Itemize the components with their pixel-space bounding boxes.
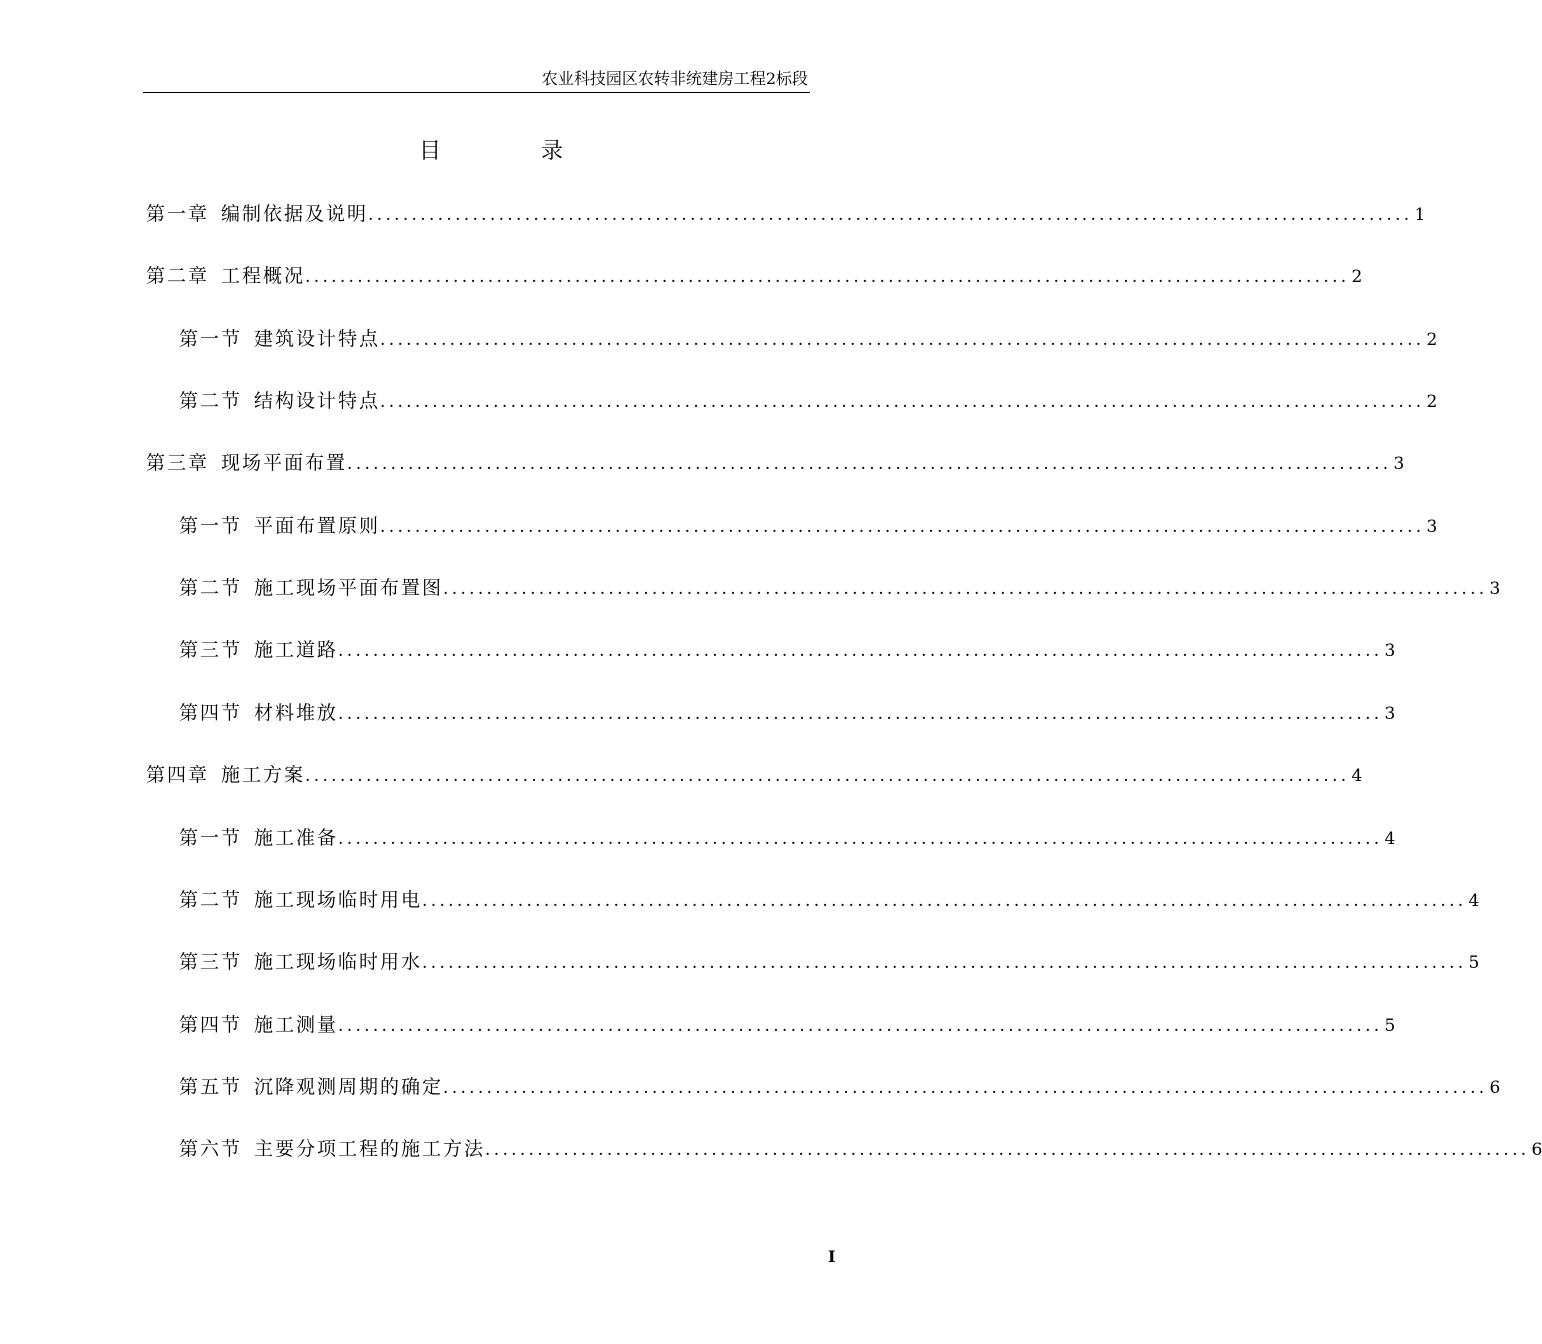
toc-entry-title: 施工现场临时用水 xyxy=(254,951,423,973)
toc-entry-title: 现场平面布置 xyxy=(221,452,348,474)
toc-entry-title: 沉降观测周期的确定 xyxy=(254,1076,444,1098)
toc-entry-page: 5 xyxy=(1384,1016,1396,1036)
toc-entry-page: 3 xyxy=(1384,704,1396,724)
toc-entry-label xyxy=(179,324,380,351)
toc-chapter-entry[interactable] xyxy=(146,199,1426,229)
toc-entry-number: 第三节 xyxy=(179,639,243,661)
toc-entry-number: 第二节 xyxy=(179,889,243,911)
toc-entry-label xyxy=(179,885,422,912)
toc-entry-label xyxy=(179,947,422,974)
toc-entry-title: 施工方案 xyxy=(221,764,306,786)
toc-entry-number: 第四节 xyxy=(179,702,243,724)
toc-section-entry[interactable] xyxy=(179,885,1480,915)
toc-entry-title: 编制依据及说明 xyxy=(221,203,369,225)
toc-title-char-1: 目 xyxy=(419,139,442,164)
toc-chapter-entry[interactable] xyxy=(146,261,1363,291)
toc-entry-number: 第二节 xyxy=(179,390,243,412)
toc-entry-number: 第四章 xyxy=(146,764,210,786)
toc-entry-number: 第三节 xyxy=(179,951,243,973)
toc-leader-dots: ........................................................................................................................ xyxy=(380,392,1425,412)
toc-entry-number: 第三章 xyxy=(146,452,210,474)
toc-section-entry[interactable] xyxy=(179,947,1480,977)
header-title: 农业科技园区农转非统建房工程2标段 xyxy=(541,69,808,88)
toc-entry-label xyxy=(179,1010,338,1037)
toc-entry-page: 2 xyxy=(1426,392,1438,412)
toc-entry-label xyxy=(179,1134,485,1161)
toc-leader-dots: ........................................................................................................................ xyxy=(347,454,1392,474)
toc-entry-page: 1 xyxy=(1414,205,1426,225)
toc-entry-label xyxy=(146,760,305,787)
toc-entry-title: 施工准备 xyxy=(254,827,339,849)
toc-entry-title: 平面布置原则 xyxy=(254,515,381,537)
toc-leader-dots: ........................................................................................................................ xyxy=(380,330,1425,350)
toc-entry-number: 第二节 xyxy=(179,577,243,599)
toc-entry-page: 2 xyxy=(1426,330,1438,350)
toc-leader-dots: ........................................................................................................................ xyxy=(338,641,1383,661)
toc-leader-dots: ........................................................................................................................ xyxy=(422,953,1467,973)
toc-entry-label xyxy=(179,635,338,662)
toc-entry-number: 第五节 xyxy=(179,1076,243,1098)
toc-section-entry[interactable] xyxy=(179,698,1396,728)
toc-entry-label xyxy=(179,698,338,725)
toc-entry-page: 5 xyxy=(1468,953,1480,973)
toc-entry-title: 施工测量 xyxy=(254,1014,339,1036)
toc-section-entry[interactable] xyxy=(179,511,1438,541)
toc-leader-dots: ........................................................................................................................ xyxy=(443,579,1488,599)
toc-leader-dots: ........................................................................................................................ xyxy=(422,891,1467,911)
toc-entry-number: 第一节 xyxy=(179,328,243,350)
toc-entry-label xyxy=(146,261,305,288)
toc-section-entry[interactable] xyxy=(179,386,1438,416)
toc-entry-title: 施工现场平面布置图 xyxy=(254,577,444,599)
toc-leader-dots: ........................................................................................................................ xyxy=(485,1140,1530,1160)
toc-entry-label xyxy=(179,823,338,850)
toc-entry-page: 3 xyxy=(1384,641,1396,661)
toc-entry-page: 4 xyxy=(1351,766,1363,786)
toc-entry-page: 3 xyxy=(1393,454,1405,474)
toc-entry-label xyxy=(146,199,368,226)
toc-entry-number: 第一节 xyxy=(179,827,243,849)
toc-section-entry[interactable] xyxy=(179,1010,1396,1040)
toc-entry-label xyxy=(179,511,380,538)
toc-entry-number: 第四节 xyxy=(179,1014,243,1036)
toc-section-entry[interactable] xyxy=(179,324,1438,354)
toc-entry-page: 4 xyxy=(1384,829,1396,849)
toc-section-entry[interactable] xyxy=(179,573,1501,603)
toc-section-entry[interactable] xyxy=(179,823,1396,853)
toc-entry-number: 第一节 xyxy=(179,515,243,537)
toc-leader-dots: ........................................................................................................................ xyxy=(305,766,1350,786)
toc-entry-label xyxy=(146,448,347,475)
toc-entry-title: 施工现场临时用电 xyxy=(254,889,423,911)
toc-leader-dots: ........................................................................................................................ xyxy=(338,704,1383,724)
toc-section-entry[interactable] xyxy=(179,1072,1501,1102)
toc-leader-dots: ........................................................................................................................ xyxy=(380,517,1425,537)
toc-leader-dots: ........................................................................................................................ xyxy=(338,1016,1383,1036)
toc-entry-page: 3 xyxy=(1489,579,1501,599)
toc-entry-title: 结构设计特点 xyxy=(254,390,381,412)
toc-entry-title: 建筑设计特点 xyxy=(254,328,381,350)
toc-section-entry[interactable] xyxy=(179,635,1396,665)
toc-entry-page: 3 xyxy=(1426,517,1438,537)
toc-chapter-entry[interactable] xyxy=(146,760,1363,790)
toc-entry-title: 工程概况 xyxy=(221,265,306,287)
toc-entry-title: 施工道路 xyxy=(254,639,339,661)
toc-entry-label xyxy=(179,573,443,600)
toc-entry-number: 第一章 xyxy=(146,203,210,225)
toc-leader-dots: ........................................................................................................................ xyxy=(368,205,1413,225)
toc-leader-dots: ........................................................................................................................ xyxy=(443,1078,1488,1098)
toc-entry-number: 第六节 xyxy=(179,1138,243,1160)
toc-entry-number: 第二章 xyxy=(146,265,210,287)
toc-leader-dots: ........................................................................................................................ xyxy=(305,267,1350,287)
toc-entry-page: 2 xyxy=(1351,267,1363,287)
toc-entry-page: 4 xyxy=(1468,891,1480,911)
toc-section-entry[interactable] xyxy=(179,1134,1542,1164)
toc-entry-page: 6 xyxy=(1531,1140,1542,1160)
page-number: I xyxy=(828,1247,836,1266)
toc-entry-title: 主要分项工程的施工方法 xyxy=(254,1138,486,1160)
toc-entry-title: 材料堆放 xyxy=(254,702,339,724)
toc-entry-label xyxy=(179,386,380,413)
toc-entry-label xyxy=(179,1072,443,1099)
toc-leader-dots: ........................................................................................................................ xyxy=(338,829,1383,849)
toc-title-char-2: 录 xyxy=(541,139,564,164)
toc-entry-page: 6 xyxy=(1489,1078,1501,1098)
toc-chapter-entry[interactable] xyxy=(146,448,1405,478)
